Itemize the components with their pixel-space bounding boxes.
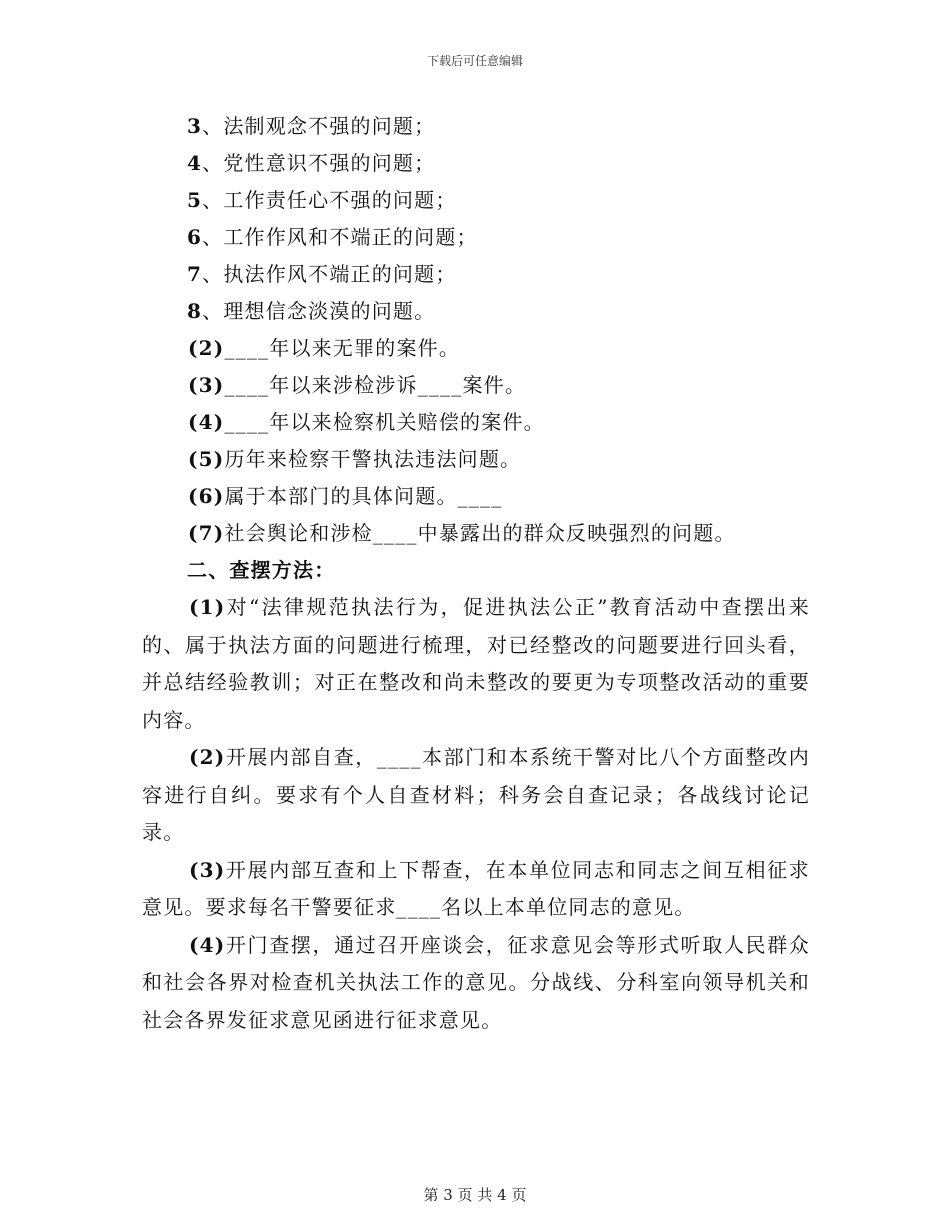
section-heading: 二、查摆方法： — [187, 558, 336, 582]
sub-item — [142, 441, 810, 478]
sub-item-text: 历年来检察干警执法违法问题。 — [224, 447, 522, 471]
paragraph-text: 开展内部互查和上下帮查，在本单位同志和同志之间互相征求意见。要求每名干警要征求____名以上本单位同志的意见。 — [142, 857, 810, 919]
paragraph — [142, 852, 810, 927]
item-number: 6 — [187, 225, 203, 249]
document-body — [142, 108, 810, 1039]
sub-item — [142, 515, 810, 552]
sub-item — [142, 367, 810, 404]
sub-item-text: ____年以来检察机关赔偿的案件。 — [224, 410, 545, 434]
page-header: 下载后可任意编辑 — [426, 54, 523, 68]
sub-item-text: ____年以来涉检涉诉____案件。 — [224, 373, 527, 397]
list-item — [142, 108, 810, 145]
sub-item-number: (2) — [188, 336, 225, 360]
sub-item-text: 社会舆论和涉检____中暴露出的群众反映强烈的问题。 — [224, 521, 736, 545]
item-number: 7 — [187, 262, 203, 286]
paragraph-number: (4) — [189, 932, 226, 957]
paragraph-text: 开展内部自查，____本部门和本系统干警对比八个方面整改内容进行自纠。要求有个人自查材料；科务会自查记录；各战线讨论记录。 — [142, 745, 810, 844]
list-item — [142, 145, 810, 182]
paragraph-number: (2) — [189, 745, 226, 769]
list-item — [142, 293, 810, 330]
paragraph-text: 开门查摆，通过召开座谈会，征求意见会等形式听取人民群众和社会各界对检查机关执法工作的意见。分战线、分科室向领导机关和社会各界发征求意见函进行征求意见。 — [142, 932, 810, 1032]
list-item — [142, 256, 810, 293]
sub-item-number: (7) — [188, 521, 225, 545]
sub-item-text: 属于本部门的具体问题。____ — [224, 484, 503, 508]
list-item — [142, 182, 810, 219]
sub-item-text: ____年以来无罪的案件。 — [224, 336, 461, 360]
sub-item-number: (3) — [188, 373, 225, 397]
item-text: 、党性意识不强的问题； — [202, 151, 436, 175]
sub-item — [142, 404, 810, 441]
item-text: 、工作责任心不强的问题； — [202, 188, 457, 212]
item-number: 4 — [187, 151, 203, 175]
sub-item-number: (4) — [188, 410, 225, 434]
item-number: 5 — [187, 188, 203, 212]
sub-item-number: (6) — [188, 484, 225, 508]
item-number: 8 — [187, 299, 203, 323]
sub-item — [142, 330, 810, 367]
paragraph-number: (3) — [189, 857, 226, 882]
paragraph-text: 对“法律规范执法行为，促进执法公正”教育活动中查摆出来的、属于执法方面的问题进行梳理，对已经整改的问题要进行回头看，并总结经验教训；对正在整改和尚未整改的要更为专项整改活动的重要内容。 — [142, 595, 810, 732]
paragraph — [142, 927, 810, 1040]
sub-item-number: (5) — [188, 447, 225, 471]
item-text: 、工作作风和不端正的问题； — [202, 225, 478, 249]
list-item — [142, 219, 810, 256]
sub-item — [142, 478, 810, 515]
item-text: 、理想信念淡漠的问题。 — [202, 299, 436, 323]
item-text: 、法制观念不强的问题； — [202, 114, 436, 138]
item-text: 、执法作风不端正的问题； — [202, 262, 457, 286]
paragraph — [142, 589, 810, 739]
item-number: 3 — [187, 114, 203, 138]
paragraph — [142, 739, 810, 852]
paragraph-number: (1) — [189, 595, 226, 619]
page-footer: 第 3 页 共 4 页 — [423, 1186, 527, 1204]
